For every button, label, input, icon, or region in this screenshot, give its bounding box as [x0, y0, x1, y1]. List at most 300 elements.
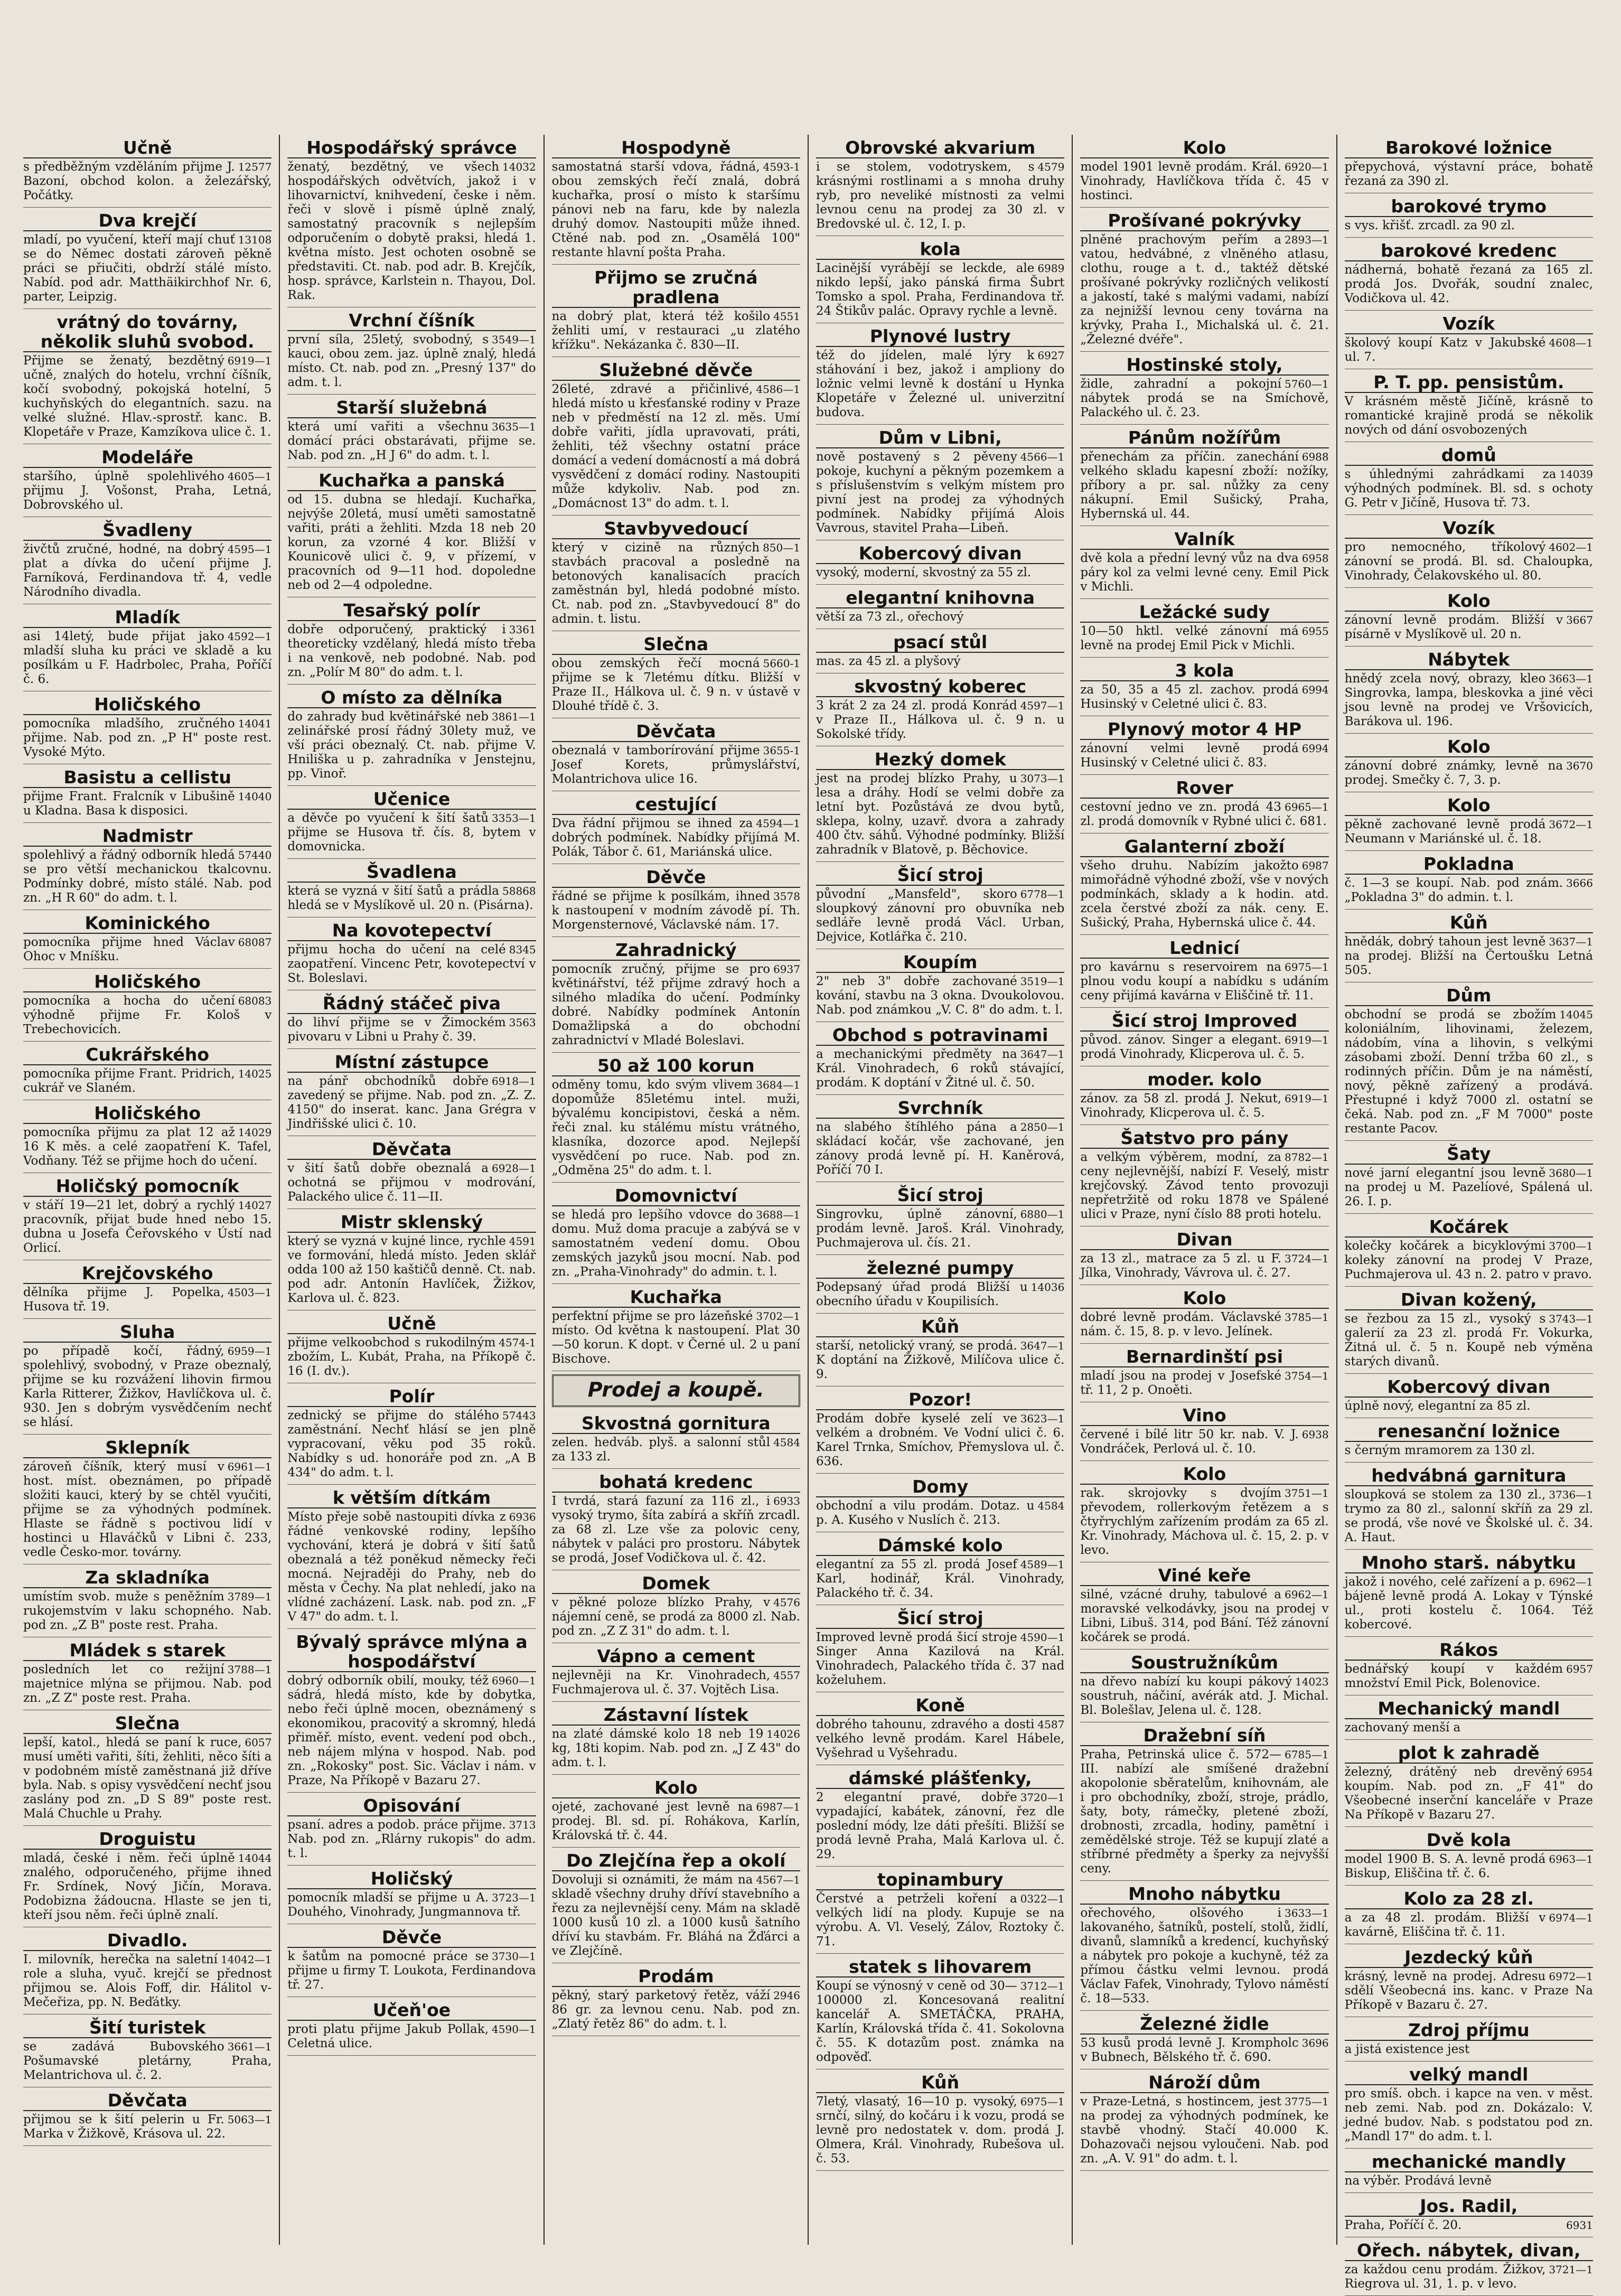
classified-ad	[552, 1963, 800, 2036]
classified-ad	[1345, 135, 1593, 193]
ad-text: ženatý, bezdětný, ve všech hospodářských odvětvích, jakož i v lihovarnictví, knihvedení, česke i něm. řeči v slově i písmě úplně znalý, samostatný pracovník s nejlepším odporučením o dobytě praksi, hledá 1. května místo. Jest ochoten osobně se představiti. Ct. nab. pod adr. B. Krejčík, hosp. správce, Karlstein n. Thayou, Dol. Rak.	[287, 160, 536, 302]
ad-body	[287, 623, 536, 680]
ad-number: 6936	[509, 1511, 536, 1523]
ad-text: posledních let co režijní majetnice mlýna se přijmou. Nab. pod zn. „Z Z" poste rest. Praha.	[23, 1663, 272, 1705]
ad-body	[552, 744, 800, 786]
ad-number: 6958	[1301, 552, 1329, 565]
ad-text: pomocníka mladšího, zručného přijme. Nab. pod zn. „P H" poste rest. Vysoké Mýto.	[23, 717, 272, 759]
classified-ad	[287, 467, 536, 597]
ad-text: i se stolem, vodotryskem, s krásnými rostlinami a s mnoha druhy ryb, pro neveliké místnosti za velmi levnou cenu na prodej za 30 zl. v Bredovské ul. č. 12, I. p.	[816, 160, 1065, 231]
ad-title: Vápno a cement	[552, 1646, 800, 1667]
classified-ad	[1080, 833, 1328, 935]
ad-body	[287, 1891, 536, 1919]
ad-title: Kolo	[1080, 1288, 1328, 1309]
classified-ad	[1080, 935, 1328, 1008]
ad-number: 4591	[509, 1235, 536, 1248]
ad-number: 6974—1	[1549, 1911, 1593, 1924]
classified-ad	[1345, 1374, 1593, 1418]
classified-ad	[552, 631, 800, 718]
classified-ad	[552, 937, 800, 1053]
ad-body	[23, 160, 271, 203]
ad-text: pěkný, starý parketový řetěz, váží 86 gr. za levnou cenu. Nab. pod zn. „Zlatý řetěz 86" do adm. t. l.	[551, 1989, 800, 2031]
ad-number: 4576	[773, 1596, 800, 1609]
ad-number: 6918—1	[492, 1075, 536, 1088]
classified-ad	[1345, 2061, 1593, 2149]
classified-ad	[1080, 1722, 1328, 1881]
ad-text: úplně nový, elegantní za 85 zl.	[1344, 1399, 1531, 1413]
classified-ad	[1080, 208, 1328, 352]
ad-number: 58868	[502, 885, 536, 897]
ad-title: Kolo	[1345, 795, 1593, 816]
classified-ad	[1345, 1287, 1593, 1374]
classified-ad	[287, 1629, 536, 1793]
column-4	[809, 135, 1073, 2245]
ad-text: po případě kočí, řádný, spolehlivý, svobodný, v Praze obeznalý, přijme se ku rozvážení lihovin firmou Karla Ritterer, Žižkov, Havlíčkova ul. č. 930. Jen s dobrým vysvědčením nechť se hlásí.	[23, 1344, 272, 1429]
ad-text: dobré levně prodám. Václavské nám. č. 15, 8. p. v levo. Jelínek.	[1080, 1310, 1282, 1338]
column-1	[16, 135, 280, 2245]
classified-ad	[23, 969, 271, 1042]
ad-number: 6919—1	[1285, 1034, 1329, 1046]
ad-number: 3696	[1301, 2037, 1329, 2049]
ad-body	[1080, 1428, 1328, 1456]
ad-title: Zástavní lístek	[552, 1705, 800, 1726]
ad-title: Obrovské akvarium	[816, 138, 1064, 158]
column-3	[545, 135, 809, 2245]
ad-text: v pěkné poloze blízko Prahy, v nájemní ceně, se prodá za 8000 zl. Nab. pod zn. „Z Z 31" do adm. t. l.	[551, 1596, 800, 1638]
ad-text: přepychová, výstavní práce, bohatě řezaná za 390 zl.	[1344, 160, 1593, 188]
ad-number: 3563	[509, 1016, 536, 1029]
classified-ad	[1080, 2069, 1328, 2171]
classified-ad	[23, 208, 271, 309]
ad-text: přenechám za příčin. zanechání velkého skladu kapesní zboží: nožíky, příbory a pr. sal. nůžky za ceny nákupní. Emil Sušický, Praha, Hybernská ul. 44.	[1080, 450, 1329, 521]
ad-number: 8345	[509, 943, 536, 956]
classified-ad	[816, 1095, 1064, 1182]
ad-text: pro nemocného, tříkolový zánovní se prodá. Bl. sd. Chaloupka, Vinohrady, Čelakovského ul. 80.	[1344, 540, 1593, 583]
ad-body	[816, 349, 1064, 420]
ad-body	[23, 1344, 271, 1430]
ad-text: přijmu hocha do učení na celé zaopatření. Vincenc Petr, kovotepectví v St. Boleslavi.	[287, 943, 536, 985]
classified-ad	[816, 1255, 1064, 1314]
ad-title: Domovnictví	[552, 1186, 800, 1206]
ad-body	[1345, 2042, 1593, 2057]
classified-ad	[287, 1997, 536, 2056]
column-5	[1073, 135, 1337, 2245]
ad-number: 3633—1	[1285, 1907, 1329, 1919]
ad-title: Lednicí	[1080, 938, 1328, 959]
ad-text: I tvrdá, stará fazuní za 116 zl., i vysoký trymo, šíta zabírá a skříň zrcadl. za 68 zl. Lze vše za polovic ceny, nábytek v paláci pro prostoru. Nábytek se prodá, Josef Vodičkova ul. č. 42.	[551, 1494, 800, 1565]
ad-title: Jezdecký kůň	[1345, 1947, 1593, 1968]
ad-body	[1080, 624, 1328, 653]
ad-body	[552, 1309, 800, 1366]
ad-body	[1345, 818, 1593, 846]
classified-ad	[1345, 982, 1593, 1141]
ad-text: krásný, levně na prodej. Adresu sdělí Všeobecná ins. kanc. v Praze Na Příkopě v Bazaru č. 27.	[1344, 1970, 1593, 2012]
ad-number: 5063—1	[227, 2113, 272, 2126]
ad-text: zachovaný menší a	[1344, 1721, 1461, 1735]
ad-body	[1080, 1252, 1328, 1280]
classified-ad	[1080, 1402, 1328, 1461]
ad-text: pěkně zachované levně prodá Neumann v Mariánské ul. č. 18.	[1344, 818, 1546, 846]
ad-number: 3670	[1566, 760, 1593, 772]
ad-body	[816, 610, 1064, 624]
classified-ad	[1080, 1650, 1328, 1722]
ad-title: železné pumpy	[816, 1258, 1064, 1279]
ad-title: Barokové ložnice	[1345, 138, 1593, 158]
ad-title: Holičského	[23, 1103, 271, 1124]
ad-text: dělníka přijme J. Popelka, Husova tř. 19.	[23, 1286, 224, 1314]
ad-text: v stáří 19—21 let, dobrý a rychlý pracovník, přijat bude hned nebo 15. dubna u Josefa Čeřovského v Ústí nad Orlicí.	[23, 1198, 272, 1255]
ad-number: 6920—1	[1285, 161, 1329, 173]
classified-ad	[1345, 851, 1593, 910]
ad-number: 6987	[1301, 859, 1329, 872]
ad-title: Zahradnický	[552, 940, 800, 961]
ad-body	[287, 420, 536, 463]
ad-number: 6994	[1301, 683, 1329, 696]
ad-number: 14032	[502, 161, 536, 173]
ad-body	[552, 817, 800, 859]
ad-text: vysoký, moderní, skvostný za 55 zl.	[816, 566, 1032, 579]
ad-body	[1345, 1662, 1593, 1691]
classified-ad	[816, 1022, 1064, 1095]
ad-title: barokové kredenc	[1345, 241, 1593, 261]
classified-ad	[1345, 1827, 1593, 1886]
ad-number: 6919—1	[227, 354, 272, 367]
ad-body	[23, 994, 271, 1037]
ad-title: Děvče	[552, 867, 800, 888]
ad-text: a jistá existence jest	[1344, 2042, 1470, 2056]
ad-number: 4584	[1037, 1500, 1065, 1512]
ad-text: za každou cenu prodám. Žižkov, Riegrova ul. 31, 1. p. v levo.	[1344, 2263, 1546, 2291]
ad-title: Divan kožený,	[1345, 1290, 1593, 1310]
ad-body	[552, 382, 800, 511]
ad-title: Bývalý správce mlýna a hospodářství	[287, 1632, 536, 1672]
ad-text: původ. zánov. Singer a elegant. prodá Vinohrady, Klicperova ul. č. 5.	[1080, 1033, 1305, 1061]
ad-body	[287, 333, 536, 390]
ad-text: ořechového, olšového i lakovaného, šatníků, postelí, stolů, židlí, divanů, slamníků a kredencí, kuchyňský a nábytek pro pokoje a kuchyně, též za přímou částku velmi levnou. prodá Václav Fafek, Vinohrady, Tylovo náměstí č. 18—533.	[1080, 1906, 1329, 2006]
ad-text: obeznalá v tamborírování přijme Josef Korets, průmyslářství, Molantrichova ulice 16.	[551, 744, 800, 786]
ad-text: nejlevněji na Kr. Vinohradech, Fuchmajerova ul. č. 37. Vojtěch Lisa.	[551, 1669, 780, 1697]
ad-title: Mladík	[23, 607, 271, 628]
ad-title: Kolo	[1080, 1464, 1328, 1485]
ad-number: 6988	[1301, 451, 1329, 463]
classified-ad	[816, 1867, 1064, 1954]
ad-number: 57440	[238, 849, 272, 861]
classified-ad	[552, 1469, 800, 1570]
ad-number: 3730—1	[492, 1950, 536, 1963]
ad-body	[23, 2113, 271, 2141]
ad-text: 2" neb 3" dobře zachované kování, stavbu na 3 okna. Dvoukolovou. Nab. pod známkou „V. C. 8" do adm. t. l.	[816, 974, 1065, 1017]
ad-title: Kuchařka	[552, 1287, 800, 1308]
classified-ad	[23, 1927, 271, 2014]
ad-title: Droguistu	[23, 1829, 271, 1850]
ad-number: 4503—1	[227, 1286, 272, 1299]
ad-text: větší za 73 zl., ořechový	[816, 610, 964, 624]
ad-text: s černým mramorem za 130 zl.	[1344, 1444, 1535, 1457]
ad-number: 4574-1	[499, 1336, 536, 1349]
ad-title: Kobercový divan	[1345, 1377, 1593, 1398]
ad-title: Švadlena	[287, 862, 536, 883]
ad-number: 3721—1	[1549, 2263, 1593, 2276]
ad-title: Krejčovského	[23, 1263, 271, 1284]
ad-body	[816, 1791, 1064, 1862]
ad-number: 4557	[773, 1669, 800, 1682]
ad-title: Učenice	[287, 789, 536, 810]
ad-body	[287, 2022, 536, 2051]
ad-body	[23, 630, 271, 687]
column-6	[1337, 135, 1600, 2291]
ad-title: Stavbyvedoucí	[552, 519, 800, 539]
ad-text: I. milovník, herečka na saletní role a sluha, vyuč. krejčí se přednost přijmou se. Alois Foff, dir. Hálitol v-Mečeřiza, pp. N. Beďátky.	[23, 1953, 272, 2009]
ad-number: 4567—1	[756, 1873, 800, 1886]
ad-number: 3754—1	[1285, 1370, 1329, 1382]
ad-number: 3361	[509, 623, 536, 636]
classified-ad	[1080, 1226, 1328, 1285]
ad-body	[816, 1280, 1064, 1309]
classified-ad	[816, 135, 1064, 236]
classified-ad	[1345, 238, 1593, 311]
classified-ad	[1345, 2237, 1593, 2296]
ad-number: 5760—1	[1285, 378, 1329, 390]
ad-body	[552, 962, 800, 1048]
ad-title: Skvostná gornitura	[552, 1413, 800, 1434]
ad-title: Plynové lustry	[816, 326, 1064, 347]
ad-text: umístím svob. muže s peněžním rukojemstvím v laku schopného. Nab. pod zn. „Z B" poste rest. Praha.	[23, 1590, 272, 1632]
ad-body	[1345, 1166, 1593, 1209]
classified-ad	[287, 1485, 536, 1629]
ad-title: Šicí stroj	[816, 865, 1064, 886]
ad-number: 3789—1	[227, 1590, 272, 1603]
ad-text: pomocníka přijme Frant. Pridrich, cukrář ve Slaném.	[23, 1067, 235, 1095]
classified-ad	[23, 1260, 271, 1319]
ad-title: mechanické mandly	[1345, 2152, 1593, 2172]
ad-body	[552, 1078, 800, 1178]
classified-ad	[552, 1284, 800, 1371]
ad-text: ojeté, zachované jest levně na prodej. Bl. sd. pí. Rohákova, Karlín, Královská tř. č. 44.	[551, 1800, 800, 1842]
ad-title: Na kovotepectví	[287, 921, 536, 941]
classified-ad	[1345, 1418, 1593, 1463]
ad-body	[816, 1339, 1064, 1382]
ad-text: mladá, české i něm. řeči úplně znalého, odporučeného, přijme ihned Fr. Srdínek, Nový Jičín, Morava. Podobizna žádoucna. Hlaste se jen ti, kteří jsou něm. řeči úplně znalí.	[23, 1851, 272, 1922]
ad-number: 6928—1	[492, 1162, 536, 1175]
ad-text: jakož i nového, celé zařízení a p. bájeně levně prodá A. Lokay v Týnské ul., proti kostelu č. 1064. Též kobercové.	[1344, 1575, 1593, 1632]
classified-ad	[23, 823, 271, 910]
ad-body	[816, 974, 1064, 1017]
ad-body	[1080, 1310, 1328, 1339]
classified-ad	[816, 425, 1064, 540]
ad-number: 3623—1	[1020, 1412, 1065, 1425]
ad-number: 3720—1	[1020, 1791, 1065, 1804]
ad-text: původní „Mansfeld", skoro sloupkový zánovní pro obuvníka neb sedláře levně prodá Václ. Urban, Dejvice, Kotlářka č. 210.	[816, 887, 1065, 944]
ad-text: na slabého štíhlého pána a skládací kočár, vše zachované, jen zánovy prodá levně pí. H. Kaněrová, Poříčí 70 I.	[816, 1120, 1065, 1177]
ad-body	[287, 1234, 536, 1306]
ad-body	[1345, 1488, 1593, 1545]
classified-ad	[287, 307, 536, 395]
ad-text: pomocníka a hocha do učení výhodně přijme Fr. Kološ v Trebechovicích.	[23, 994, 272, 1036]
ad-text: dvě kola a přední levný vůz na dva páry kol za velmi levné ceny. Emil Pick v Michli.	[1080, 551, 1329, 594]
ad-number: 3549—1	[492, 333, 536, 346]
classified-ad	[1080, 1066, 1328, 1125]
ad-body	[816, 566, 1064, 580]
ad-number: 3724—1	[1285, 1252, 1329, 1265]
ad-number: 6989	[1037, 262, 1065, 275]
ad-number: 4597—1	[1020, 699, 1065, 712]
ad-body	[23, 1286, 271, 1314]
ad-body	[1080, 742, 1328, 770]
ad-body	[287, 1950, 536, 1992]
ad-text: do zahrady bud květinářské neb zelinářské prosí řádný 30lety muž, ve vší práci obeznalý. Ct. nab. přijme V. Hniliška u p. zahradníka v Jenstejnu, pp. Vinoř.	[287, 710, 536, 781]
ad-number: 3712—1	[1020, 1980, 1065, 1992]
ad-body	[1345, 1399, 1593, 1413]
classified-ad	[1345, 1550, 1593, 1637]
ad-text: pro kavárnu s reservoirem na plnou vodu koupí a nabídku s udáním ceny přijímá kavárna v Eliščině tř. 11.	[1080, 960, 1329, 1002]
ad-number: 14042—1	[220, 1953, 272, 1966]
ad-body	[816, 1207, 1064, 1250]
ad-body	[1080, 1369, 1328, 1398]
ad-body	[1080, 377, 1328, 420]
ad-text: který se vyzná v kujné lince, rychle ve formování, hledá místo. Jeden sklář odda 100 až 150 kaštičů denně. Ct. nab. pod adr. Antonín Havlíček, Žižkov, Karlova ul. č. 823.	[287, 1234, 536, 1305]
ad-number: 14039	[1559, 468, 1593, 481]
ad-text: přijme velkoobchod s rukodilným zbožím, L. Kubát, Praha, na Příkopě č. 16 (I. dv.).	[287, 1336, 536, 1378]
ad-body	[816, 772, 1064, 857]
ad-text: s vys. křišť. zrcadl. za 90 zl.	[1344, 219, 1515, 232]
ad-text: Praha, Poříčí č. 20.	[1344, 2218, 1462, 2232]
ad-body	[1345, 1852, 1593, 1881]
ad-body	[1345, 1575, 1593, 1632]
ad-body	[1345, 876, 1593, 905]
ad-title: Do Zlejčína řep a okolí	[552, 1851, 800, 1871]
ad-title: Ležácké sudy	[1080, 602, 1328, 623]
ad-number: 14040	[238, 790, 272, 803]
ad-text: dobrý odborník obilí, mouky, též sádrá, hledá místo, kde by dobytka, nebo řeči úplně mocen, obeznámený s ekonomikou, pracovitý a skromný, hledá přiměř. místo, event. vedení pod obch., neb nájem mlýna v hospod. Nab. pod zn. „Rokosky" post. Sic. Václav i nám. v Praze, Na Příkopě v Bazaru 27.	[287, 1674, 536, 1787]
classified-ad	[1345, 311, 1593, 369]
ad-title: Pokladna	[1345, 854, 1593, 875]
ad-body	[1345, 467, 1593, 510]
ad-text: proti platu přijme Jakub Pollak, Celetná ulice.	[287, 2022, 489, 2050]
ad-number: 4594—1	[756, 817, 800, 830]
ad-text: 2 elegantní pravé, dobře vypadající, kabátek, zánovní, řez dle poslední módy, lze dáti přešíti. Bližší se prodá levně Praha, Malá Karlova ul. č. 29.	[816, 1791, 1065, 1861]
ad-title: Pozor!	[816, 1390, 1064, 1410]
ad-text: nádherná, bohatě řezaná za 165 zl. prodá Jos. Dvořák, soudní znalec, Vodičkova ul. 42.	[1344, 263, 1593, 305]
ad-body	[287, 710, 536, 781]
ad-text: Dovoluji si oznámiti, že mám na skladě všechny druhy dříví stavebního a řezu za nejlevnější ceny. Mám na skladě 1000 kusů 10 zl. a 1000 kusů šatního dříví ku stavbám. Fr. Bláhá na Žďárci a ve Zlejčíně.	[551, 1873, 800, 1958]
ad-number: 3655-1	[763, 744, 800, 757]
ad-body	[816, 654, 1064, 669]
classified-ad	[23, 1564, 271, 1637]
classified-ad	[552, 1183, 800, 1284]
ad-text: Místo přeje sobě nastoupiti dívka z řádné venkovské rodiny, lepšího vychování, která je dobrá v šití šatů obeznalá a též poněkud německy řeči mocná. Nejraději do Prahy, neb do města v Čechy. Na plat nehledí, jako na vlídné zacházení. Lask. nab. pod zn. „F V 47" do adm. t. l.	[287, 1510, 536, 1624]
ad-body	[23, 1067, 271, 1095]
ad-body	[1345, 2087, 1593, 2144]
classified-ad	[552, 1643, 800, 1702]
ad-number: 6954	[1566, 1766, 1593, 1778]
classified-ad	[1080, 352, 1328, 425]
ad-text: a děvče po vyučení k šití šatů přijme se Husova tř. čís. 8, bytem v domovnicka.	[287, 811, 536, 854]
classified-ad	[1345, 515, 1593, 588]
ad-number: 3684—1	[756, 1079, 800, 1091]
ad-title: Kůň	[816, 2073, 1064, 2093]
ad-text: 3 krát 2 za 24 zl. prodá Konrád v Praze II., Hálkova ul. č. 9 n. u Sokolské třídy.	[816, 699, 1065, 741]
ad-text: samostatná starší vdova, řádná, obou zemských řečí znalá, dobrá kuchařka, prosí o místo k staršímu pánovi neb na faru, kde by nalezla druhý domov. Nastoupiti může ihned. Ctěné nab. pod zn. „Osamělá 100" restante hlavní pošta Praha.	[551, 160, 800, 259]
ad-text: který v cizině na různých stavbách pracoval a posledně na betonových kanalisacích pracích zaměstnán byl, hledá podobné místo. Ct. nab. pod zn. „Stavbyvedoucí 8" do admin. t. listu.	[551, 541, 800, 626]
ad-text: V krásném městě Jičíně, krásně to romantické krajině prodá se několik nových od dání osvobozených	[1344, 395, 1593, 437]
ad-number: 6931	[1566, 2219, 1593, 2232]
ad-number: 6959—1	[227, 1345, 272, 1357]
ad-number: 3861—1	[492, 710, 536, 723]
ad-title: Galanterní zboží	[1080, 837, 1328, 857]
classified-ad	[287, 685, 536, 786]
ad-number: 14045	[1559, 1008, 1593, 1021]
classified-ad	[1345, 193, 1593, 238]
classified-ad	[1080, 1344, 1328, 1402]
ad-text: Lacinější vyrábějí se leckde, ale nikdo lepší, jako pánská firma Šubrt Tomsko a spol. Praha, Ferdinandova tř. 24 Štikův palác. Opravy rychle a levně.	[816, 261, 1065, 318]
classified-ad	[23, 2087, 271, 2146]
ad-title: Kolo	[1345, 737, 1593, 757]
ad-text: obou zemských řečí mocná přijme se k 7letému dítku. Bližší v Praze II., Hálkova ul. č. 9 n. v ústavě v Dlouhé třídě č. 3.	[551, 657, 800, 713]
ad-title: psací stůl	[816, 632, 1064, 653]
ad-text: Improved levně prodá šicí stroje Singer Anna Kazilová na Král. Vinohradech, Palackého třída č. 37 nad koželuhem.	[816, 1630, 1065, 1687]
ad-body	[23, 233, 271, 304]
ad-text: obchodní se prodá se zbožím koloniálním, lihovinami, železem, nádobím, vína a lihovin, s velkými zásobami zboží. Denní tržba 60 zl., s rodinných příčin. Dům je na náměstí, nový, pěkně zařízený a prodává. Přestupné i když 7000 zl. ostatní se čeká. Nab. pod zn. „F M 7000" poste restante Pacov.	[1344, 1008, 1593, 1136]
ad-number: 14023	[1295, 1675, 1329, 1688]
ad-text: s předběžným vzděláním přijme J. Bazoní, obchod kolon. a železářský, Počátky.	[23, 160, 272, 202]
ad-text: se řezbou za 15 zl., vysoký s galerií za 23 zl. prodá Fr. Vokurka, Žitná ul. č. 5 n. Koupě neb výměna starých divanů.	[1344, 1312, 1593, 1369]
classified-ad	[287, 1866, 536, 1924]
ad-title: Děvče	[287, 1927, 536, 1948]
ad-body	[816, 261, 1064, 318]
classified-ad	[1080, 2011, 1328, 2069]
ad-title: Vozík	[1345, 518, 1593, 539]
ad-text: v šití šatů dobře obeznalá a ochotná se přijmou v modrování, Palackého ulice č. 11—II.	[287, 1161, 536, 1204]
ad-title: Šicí stroj	[816, 1608, 1064, 1629]
ad-body	[1080, 800, 1328, 829]
ad-text: Praha, Petrinská ulice č. 572—III. nabízí ale smíšené dražební akopolonie sběratelům, knihovnám, ale i pro obchodníky, zboží, stroje, prádlo, šaty, boty, rámečky, pletené zboží, drobnosti, zrcadla, hodiny, pamětní i zemědělské stroje. Též se kupují zlaté a stříbrné předměty a šperky za nejvyšší ceny.	[1080, 1748, 1329, 1876]
ad-text: nově postavený s 2 pěveny pokoje, kuchyní a pěkným pozemkem a s příslušenstvím s velkým místem pro pivní jest na prodej za výhodných podmínek. Nabídky přijímá Alois Vavrous, stavitel Praha—Libeň.	[816, 450, 1065, 535]
ad-number: 3353—1	[492, 812, 536, 824]
ad-title: Kůň	[816, 1317, 1064, 1337]
classified-ad	[287, 1793, 536, 1866]
ad-number: 6994	[1301, 742, 1329, 755]
ad-number: 4566—1	[1020, 451, 1065, 463]
ad-title: Hezký domek	[816, 749, 1064, 770]
ad-number: 6927	[1037, 349, 1065, 362]
classified-ad	[552, 135, 800, 265]
ad-text: elegantní za 55 zl. prodá Josef Karl, hodinář, Král. Vinohrady, Palackého tř. č. 34.	[816, 1558, 1065, 1600]
ad-number: 0322—1	[1020, 1892, 1065, 1905]
ad-body	[816, 1412, 1064, 1469]
ad-body	[552, 1873, 800, 1958]
ad-title: Sklepník	[23, 1438, 271, 1458]
ad-body	[1080, 1748, 1328, 1876]
ad-number: 850—1	[763, 541, 800, 554]
classified-ad	[816, 540, 1064, 585]
ad-text: dobře odporučený, praktický i theoreticky vzdělaný, hledá místo třeba i na venkově, neb podobné. Nab. pod zn. „Polír M 80" do adm. t. l.	[287, 623, 536, 679]
classified-ad	[552, 1702, 800, 1775]
ad-text: zednický se přijme do stálého zaměstnání. Nechť hlásí se jen plně vypracovaní, věku pod 35 roků. Nabídky s ud. honoráře pod zn. „A B 434" do adm. t. l.	[287, 1409, 536, 1479]
ad-title: Dražební síň	[1080, 1726, 1328, 1746]
ad-number: 3751—1	[1285, 1487, 1329, 1500]
column-2	[280, 135, 544, 2245]
ad-title: Valník	[1080, 529, 1328, 550]
classified-ad	[1345, 910, 1593, 982]
classified-ad	[552, 1410, 800, 1469]
ad-number: 6960—1	[492, 1674, 536, 1687]
ad-title: barokové trymo	[1345, 196, 1593, 217]
ad-body	[1080, 450, 1328, 521]
ad-text: na výběr. Prodává levně	[1344, 2174, 1492, 2188]
ad-text: židle, zahradní a pokojní nábytek prodá se na Smíchově, Palackého ul. č. 23.	[1080, 377, 1329, 419]
ad-title: Dům v Libni,	[816, 428, 1064, 448]
ad-number: 2946	[773, 1989, 800, 2002]
